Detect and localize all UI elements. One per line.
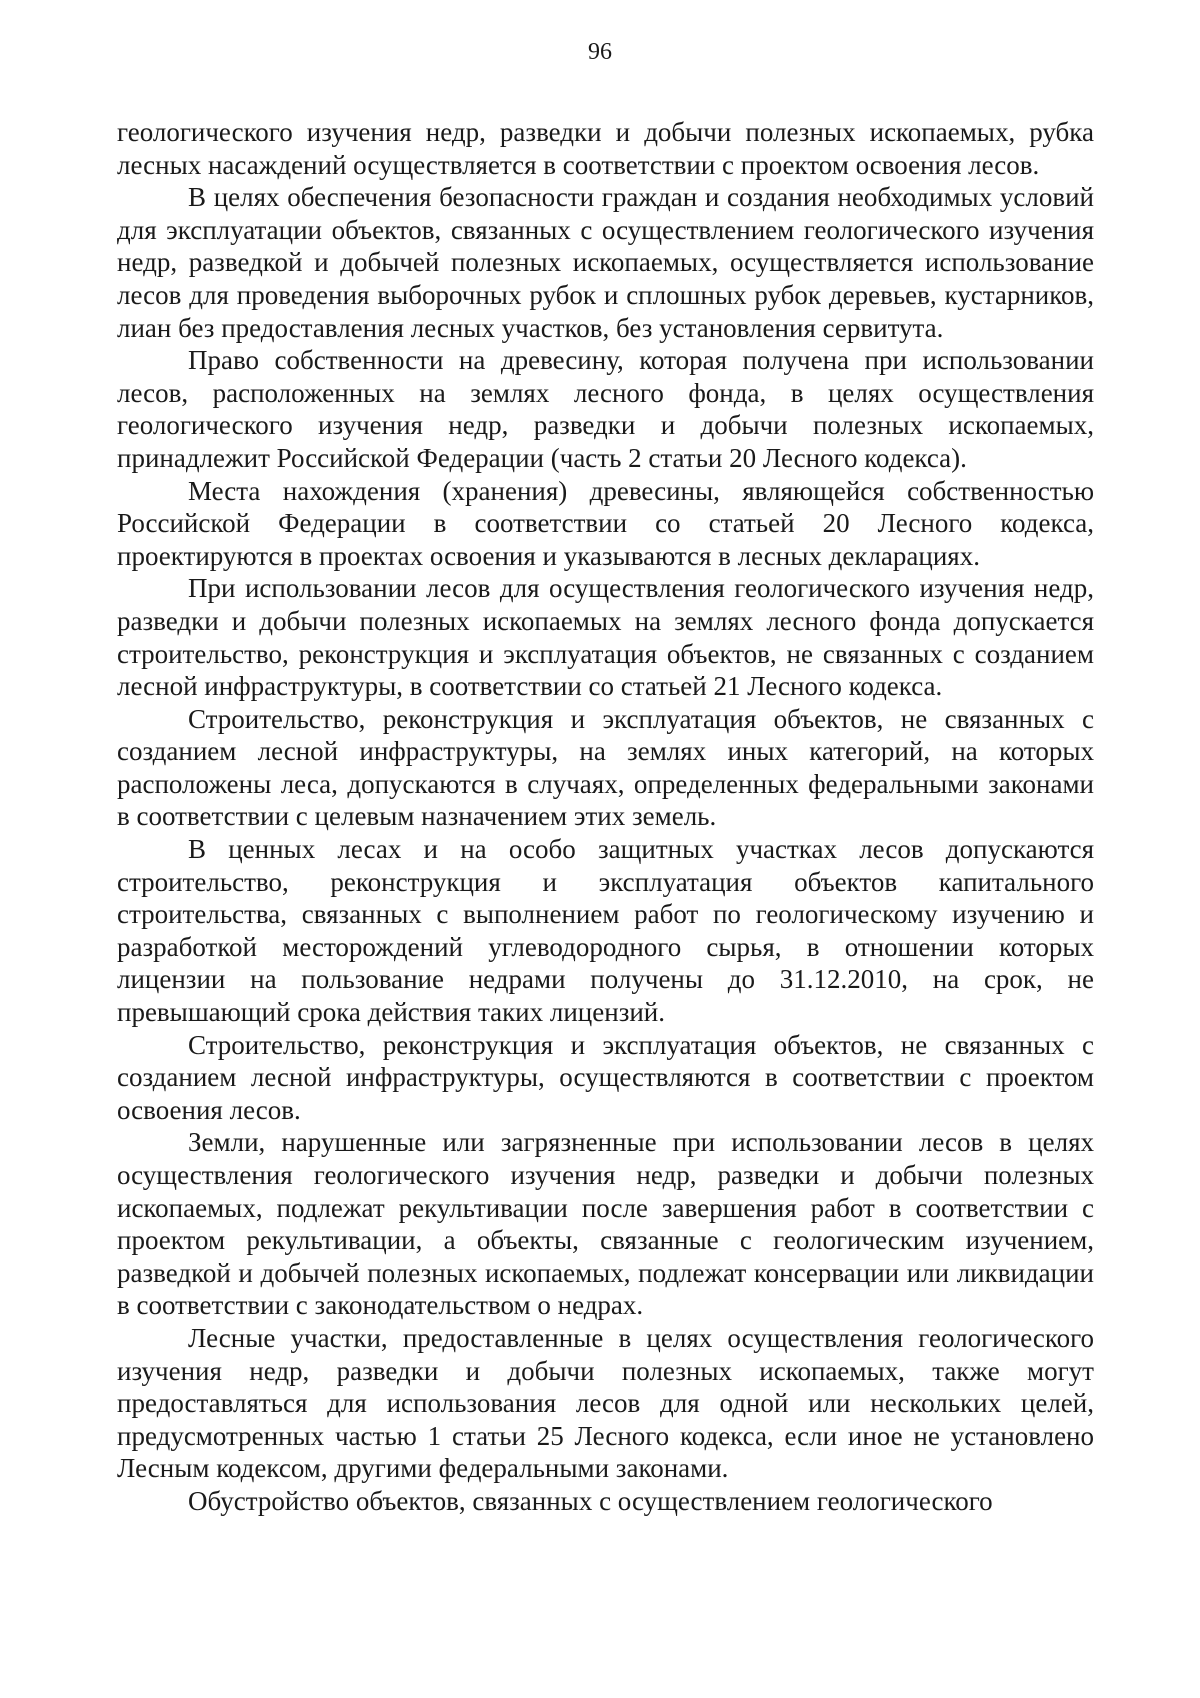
paragraph: геологического изучения недр, разведки и добычи полезных ископаемых, рубка лесных насаждений осуществляется в соответствии с проектом освоения лесов. <box>117 117 1094 180</box>
page-number: 96 <box>588 39 612 65</box>
paragraph: Право собственности на древесину, которая получена при использовании лесов, расположенных на землях лесного фонда, в целях осуществления геологического изучения недр, разведки и добычи полезных ископаемых, принадлежит Российской Федерации (часть 2 статьи 20 Лесного кодекса). <box>117 345 1094 473</box>
paragraph: Земли, нарушенные или загрязненные при использовании лесов в целях осуществления геологического изучения недр, разведки и добычи полезных ископаемых, подлежат рекультивации после завершения работ в соответствии с проектом рекультивации, а объекты, связанные с геологическим изучением, разведкой и добычей полезных ископаемых, подлежат консервации или ликвидации в соответствии с законодательством о недрах. <box>117 1127 1094 1321</box>
paragraph: Обустройство объектов, связанных с осуществлением геологического <box>188 1485 993 1516</box>
paragraph: Строительство, реконструкция и эксплуатация объектов, не связанных с созданием лесной инфраструктуры, осуществляются в соответствии с проектом освоения лесов. <box>117 1029 1094 1125</box>
paragraph: Места нахождения (хранения) древесины, являющейся собственностью Российской Федерации в соответствии со статьей 20 Лесного кодекса, проектируются в проектах освоения и указываются в лесных декларациях. <box>117 475 1094 571</box>
paragraph: При использовании лесов для осуществления геологического изучения недр, разведки и добычи полезных ископаемых на землях лесного фонда допускается строительство, реконструкция и эксплуатация объектов, не связанных с созданием лесной инфраструктуры, в соответствии со статьей 21 Лесного кодекса. <box>117 573 1094 702</box>
paragraph: Лесные участки, предоставленные в целях осуществления геологического изучения недр, разведки и добычи полезных ископаемых, также могут предоставляться для использования лесов для одной или нескольких целей, предусмотренных частью 1 статьи 25 Лесного кодекса, если иное не установлено Лесным кодексом, другими федеральными законами. <box>117 1322 1094 1484</box>
paragraph: Строительство, реконструкция и эксплуатация объектов, не связанных с созданием лесной инфраструктуры, на землях иных категорий, на которых расположены леса, допускаются в случаях, определенных федеральными законами в соответствии с целевым назначением этих земель. <box>117 703 1094 832</box>
document-body <box>117 116 1094 1518</box>
paragraph: В целях обеспечения безопасности граждан и создания необходимых условий для эксплуатации объектов, связанных с осуществлением геологического изучения недр, разведкой и добычей полезных ископаемых, осуществляется использование лесов для проведения выборочных рубок и сплошных рубок деревьев, кустарников, лиан без предоставления лесных участков, без установления сервитута. <box>117 182 1094 343</box>
paragraph: В ценных лесах и на особо защитных участках лесов допускаются строительство, реконструкция и эксплуатация объектов капитального строительства, связанных с выполнением работ по геологическому изучению и разработкой месторождений углеводородного сырья, в отношении которых лицензии на пользование недрами получены до 31.12.2010, на срок, не превышающий срока действия таких лицензий. <box>117 834 1094 1028</box>
